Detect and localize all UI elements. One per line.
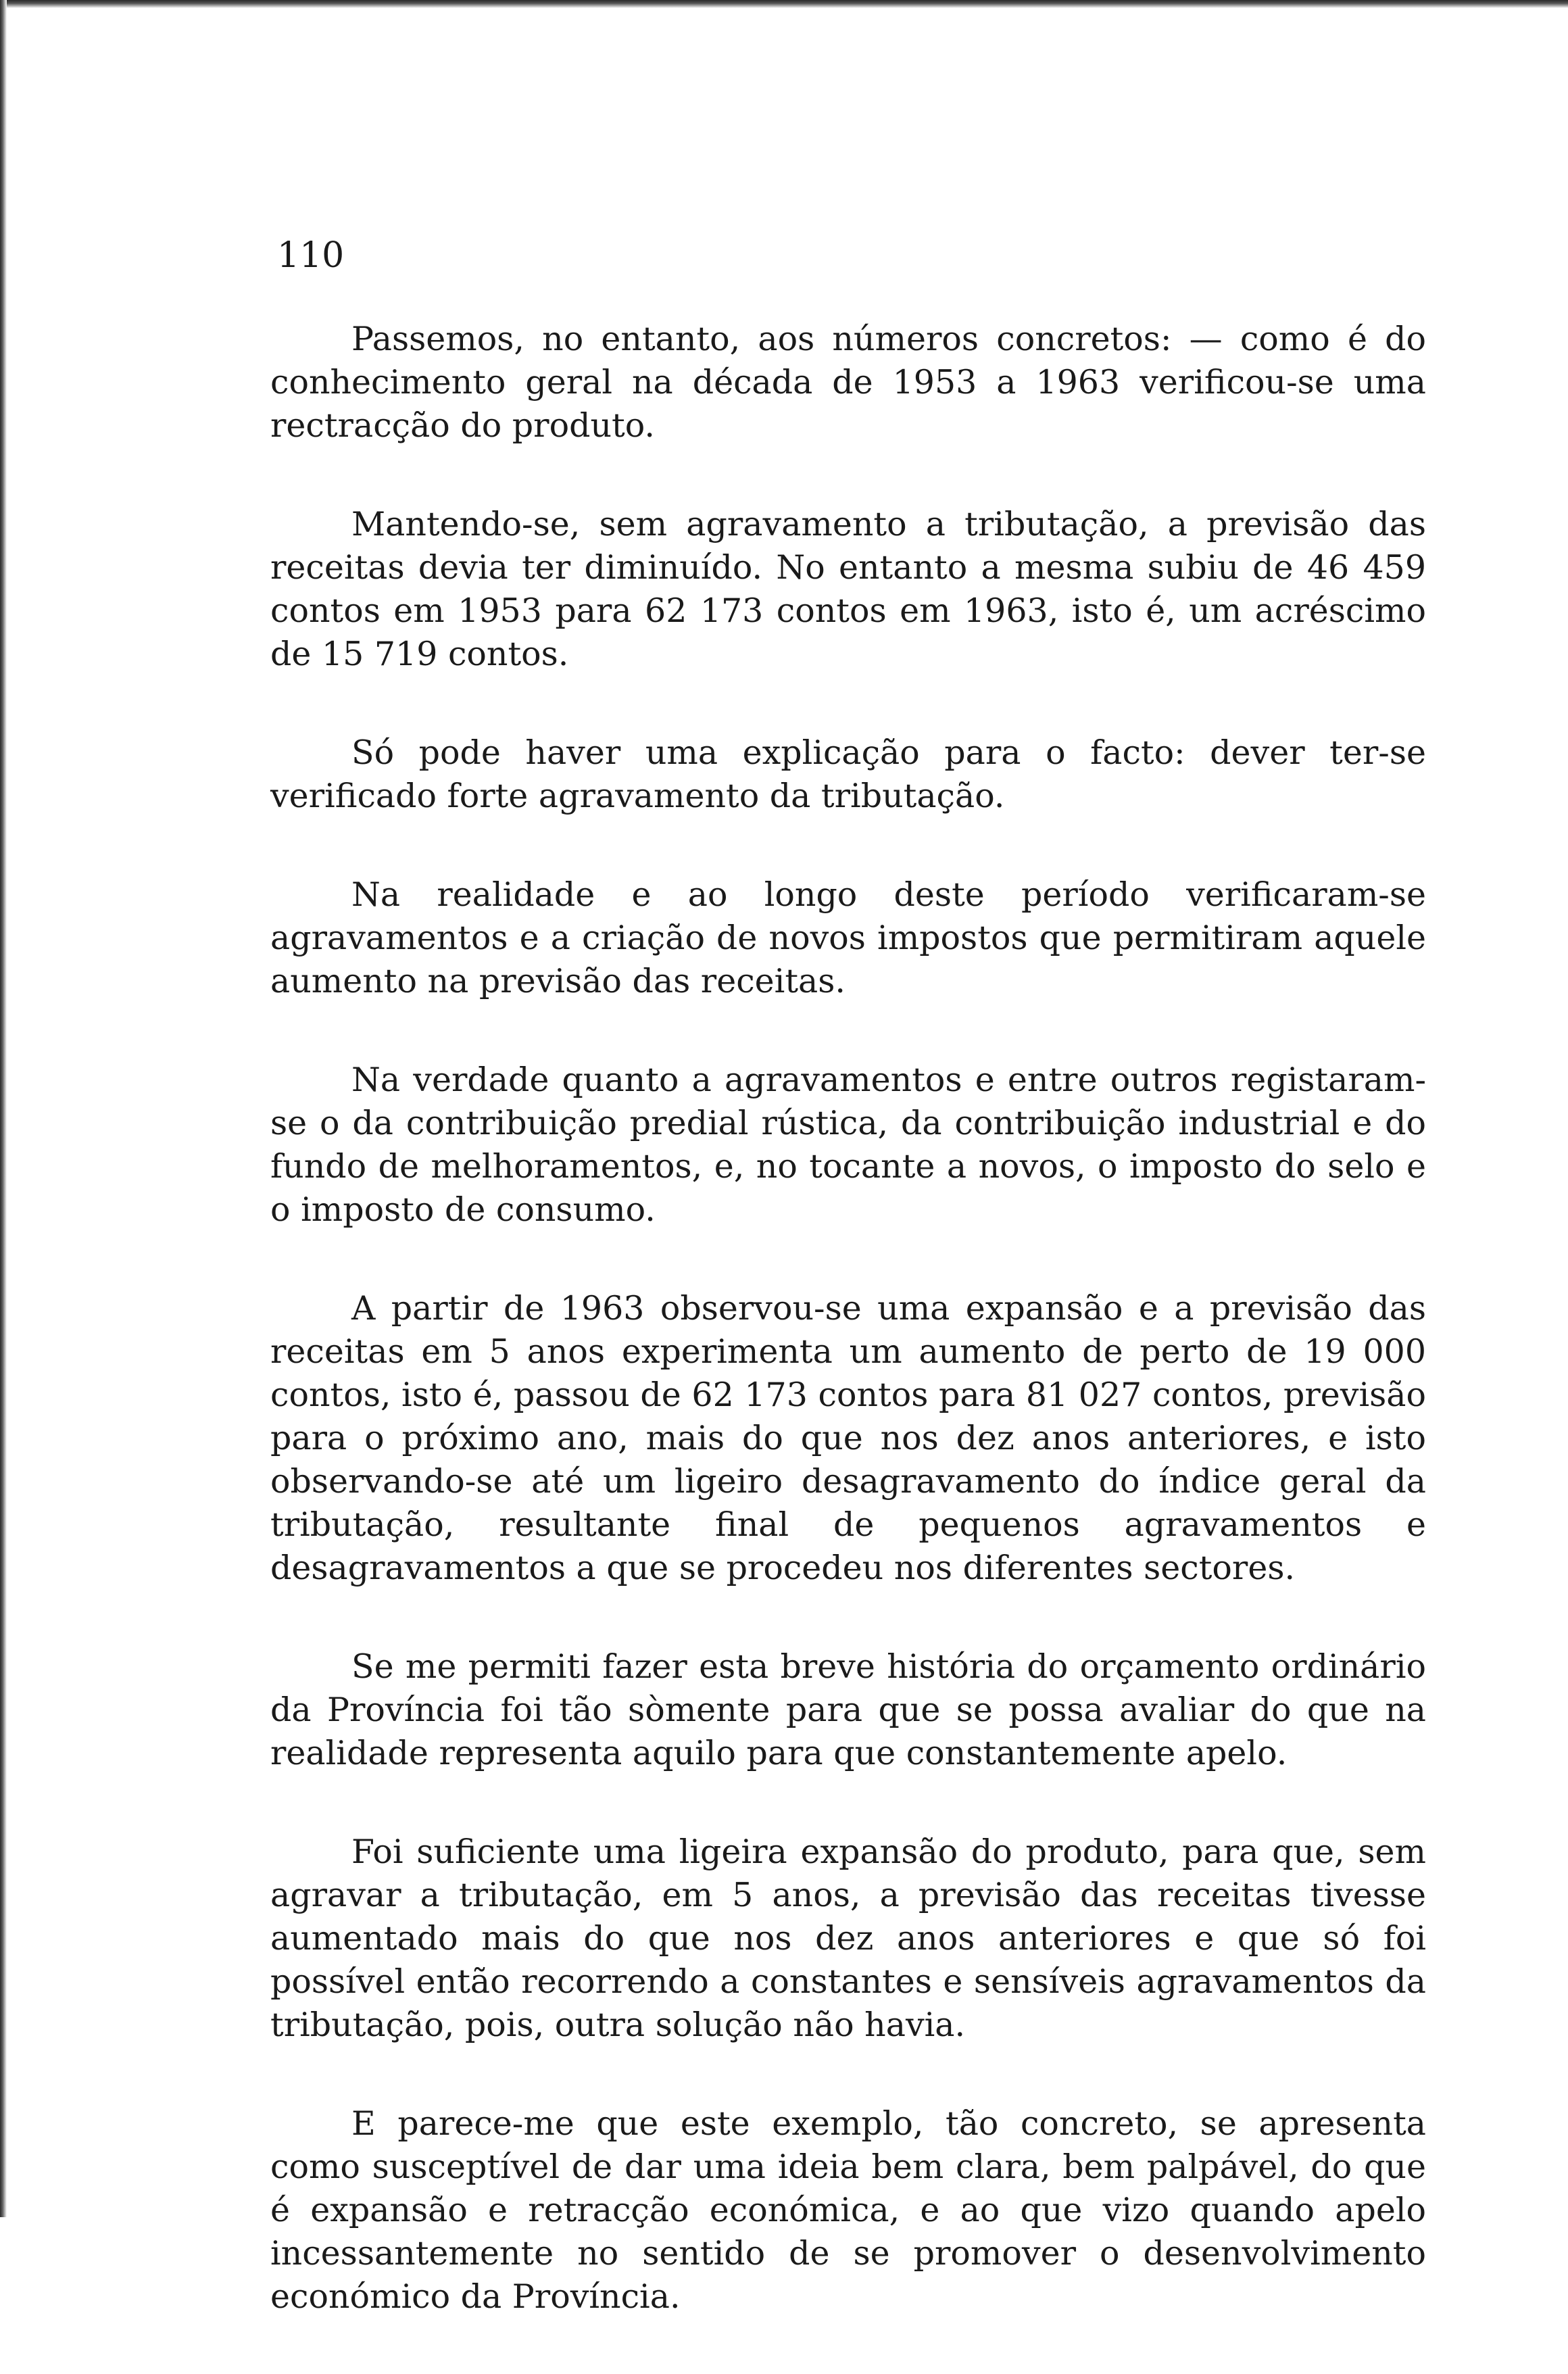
scan-border-top bbox=[0, 0, 1568, 8]
document-body bbox=[270, 318, 1426, 2374]
scan-border-left bbox=[0, 0, 7, 2217]
paragraph-7: Se me permiti fazer esta breve história do orçamento ordinário da Província foi tão sòmente para que se possa avaliar do que na realidade representa aquilo para que constantemente apelo. bbox=[270, 1647, 1426, 1772]
paragraph-4: Na realidade e ao longo deste período verificaram-se agravamentos e a criação de novos impostos que permitiram aquele aumento na previsão das receitas. bbox=[270, 875, 1426, 1000]
paragraph-6: A partir de 1963 observou-se uma expansão e a previsão das receitas em 5 anos experimenta um aumento de perto de 19 000 contos, isto é, passou de 62 173 contos para 81 027 contos, previsão para o próximo ano, mais do que nos dez anos anteriores, e isto observando-se até um ligeiro desagravamento do índice geral da tributação, resultante final de pequenos agravamentos e desagravamentos a que se procedeu nos diferentes sectores. bbox=[270, 1289, 1426, 1587]
page-number: 110 bbox=[277, 235, 345, 276]
paragraph-9: E parece-me que este exemplo, tão concreto, se apresenta como susceptível de dar uma ideia bem clara, bem palpável, do que é expansão e retracção económica, e ao que vizo quando apelo incessantemente no sentido de se promover o desenvolvimento económico da Província. bbox=[270, 2104, 1426, 2316]
paragraph-3: Só pode haver uma explicação para o facto: dever ter-se verificado forte agravamento da tributação. bbox=[270, 733, 1426, 815]
paragraph-5: Na verdade quanto a agravamentos e entre outros registaram-se o da contribuição predial rústica, da contribuição industrial e do fundo de melhoramentos, e, no tocante a novos, o imposto do selo e o imposto de consumo. bbox=[270, 1061, 1426, 1229]
paragraph-1: Passemos, no entanto, aos números concretos: — como é do conhecimento geral na década de 1953 a 1963 verificou-se uma rectracção do produto. bbox=[270, 320, 1426, 445]
paragraph-8: Foi suficiente uma ligeira expansão do produto, para que, sem agravar a tributação, em 5 anos, a previsão das receitas tivesse aumentado mais do que nos dez anos anteriores e que só foi possível então recorrendo a constantes e sensíveis agravamentos da tributação, pois, outra solução não havia. bbox=[270, 1833, 1426, 2044]
paragraph-2: Mantendo-se, sem agravamento a tributação, a previsão das receitas devia ter diminuído. No entanto a mesma subiu de 46 459 contos em 1953 para 62 173 contos em 1963, isto é, um acréscimo de 15 719 contos. bbox=[270, 505, 1426, 673]
